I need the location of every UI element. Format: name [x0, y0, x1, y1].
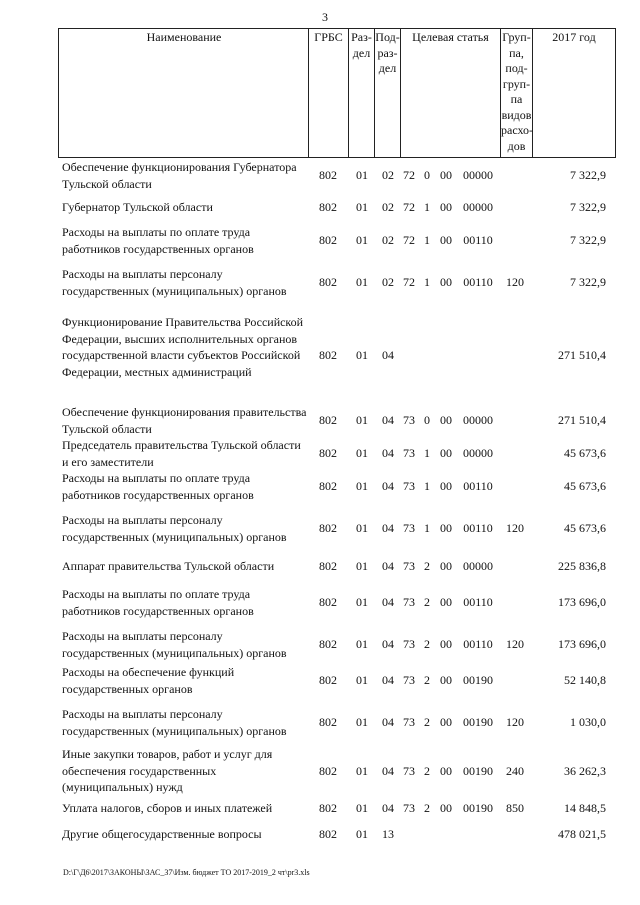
cell-t3: 00	[440, 446, 452, 461]
cell-t4: 00110	[463, 275, 493, 290]
cell-t4: 00190	[463, 801, 493, 815]
cell-pr: 04	[382, 801, 394, 815]
cell-t3: 00	[440, 801, 452, 815]
row-name: Обеспечение функционирования Губернатора Тульской области	[62, 160, 297, 191]
cell-pr: 04	[382, 595, 394, 610]
cell-t4: 00110	[463, 233, 493, 248]
cell-sum: 225 836,8	[558, 559, 606, 573]
cell-pr: 04	[382, 413, 394, 428]
cell-t4: 00110	[463, 479, 493, 494]
cell-t4: 00110	[463, 521, 493, 536]
cell-t1: 73	[403, 763, 415, 778]
cell-grbs: 802	[319, 595, 337, 610]
cell-sum: 173 696,0	[558, 595, 606, 610]
header-podrazdel: Под- раз- дел	[375, 30, 400, 75]
cell-t3: 00	[440, 275, 452, 290]
cell-sum: 45 673,6	[564, 521, 606, 536]
file-path: D:\Г\Д6\2017\ЗАКОНЫ\ЗАС_37\Изм. бюджет ТО 2017-2019_2 чт\pr3.xls	[63, 868, 310, 877]
row-name: Обеспечение функционирования правительства Тульской области	[62, 405, 307, 436]
cell-t4: 00000	[463, 446, 493, 461]
cell-pr: 04	[382, 521, 394, 536]
cell-sum: 45 673,6	[564, 479, 606, 494]
cell-t1: 72	[403, 233, 415, 248]
cell-pr: 04	[382, 446, 394, 461]
cell-t1: 73	[403, 595, 415, 610]
cell-pr: 04	[382, 479, 394, 494]
row-name: Функционирование Правительства Российской Федерации, высших исполнительных органов государственной власти субъектов Российской Федерации, местных администраций	[62, 315, 304, 379]
cell-sum: 1 030,0	[570, 715, 606, 730]
cell-t2: 0	[424, 168, 430, 183]
cell-pr: 02	[382, 168, 394, 183]
cell-sum: 478 021,5	[558, 827, 606, 841]
cell-pr: 04	[382, 348, 394, 362]
cell-t1: 73	[403, 413, 415, 428]
cell-grp: 120	[506, 715, 524, 730]
cell-t2: 2	[424, 763, 430, 778]
cell-rz: 01	[356, 595, 368, 610]
cell-grbs: 802	[319, 715, 337, 730]
cell-grbs: 802	[319, 446, 337, 461]
cell-rz: 01	[356, 637, 368, 652]
cell-grp: 120	[506, 275, 524, 290]
row-name: Расходы на выплаты по оплате труда работников государственных органов	[62, 225, 254, 256]
cell-t1: 73	[403, 446, 415, 461]
cell-t1: 73	[403, 715, 415, 730]
cell-pr: 02	[382, 200, 394, 214]
cell-rz: 01	[356, 801, 368, 815]
cell-t1: 73	[403, 521, 415, 536]
cell-grbs: 802	[319, 168, 337, 183]
row-name: Уплата налогов, сборов и иных платежей	[62, 801, 273, 815]
cell-sum: 173 696,0	[558, 637, 606, 652]
cell-t2: 2	[424, 801, 430, 815]
cell-grbs: 802	[319, 275, 337, 290]
cell-t2: 2	[424, 595, 430, 610]
cell-rz: 01	[356, 275, 368, 290]
cell-grbs: 802	[319, 233, 337, 248]
cell-t2: 1	[424, 275, 430, 290]
cell-t4: 00190	[463, 763, 493, 778]
cell-pr: 04	[382, 763, 394, 778]
cell-sum: 7 322,9	[570, 233, 606, 248]
header-group: Груп- па, под- груп- па видов расхо- дов	[501, 30, 534, 153]
cell-pr: 13	[382, 827, 394, 841]
cell-grp: 120	[506, 521, 524, 536]
cell-t1: 73	[403, 801, 415, 815]
cell-t2: 2	[424, 715, 430, 730]
header-name: Наименование	[146, 30, 222, 44]
cell-rz: 01	[356, 479, 368, 494]
cell-sum: 7 322,9	[570, 275, 606, 290]
header-target: Целевая статья	[412, 30, 489, 44]
cell-t1: 72	[403, 168, 415, 183]
cell-t2: 2	[424, 637, 430, 652]
header-divider	[400, 28, 401, 158]
cell-t4: 00110	[463, 595, 493, 610]
cell-grbs: 802	[319, 413, 337, 428]
cell-sum: 45 673,6	[564, 446, 606, 461]
cell-grbs: 802	[319, 637, 337, 652]
row-name: Расходы на выплаты персоналу государственных (муниципальных) органов	[62, 267, 287, 298]
cell-rz: 01	[356, 200, 368, 214]
cell-t4: 00190	[463, 673, 493, 688]
cell-t3: 00	[440, 559, 452, 573]
row-name: Губернатор Тульской области	[62, 200, 213, 214]
header-divider	[532, 28, 533, 158]
cell-grp: 240	[506, 763, 524, 778]
cell-pr: 02	[382, 233, 394, 248]
row-name: Другие общегосударственные вопросы	[62, 827, 262, 841]
row-name: Расходы на выплаты персоналу государственных (муниципальных) органов	[62, 513, 287, 544]
header-year: 2017 год	[552, 30, 596, 44]
cell-sum: 52 140,8	[564, 673, 606, 688]
cell-rz: 01	[356, 348, 368, 362]
cell-t3: 00	[440, 413, 452, 428]
cell-pr: 02	[382, 275, 394, 290]
cell-grbs: 802	[319, 673, 337, 688]
cell-t1: 73	[403, 637, 415, 652]
cell-t2: 1	[424, 521, 430, 536]
cell-t1: 72	[403, 200, 415, 214]
cell-t2: 2	[424, 559, 430, 573]
cell-sum: 36 262,3	[564, 763, 606, 778]
cell-t2: 2	[424, 673, 430, 688]
cell-t3: 00	[440, 673, 452, 688]
cell-grbs: 802	[319, 200, 337, 214]
cell-t2: 1	[424, 479, 430, 494]
page-number: 3	[322, 10, 328, 24]
cell-t4: 00110	[463, 637, 493, 652]
cell-rz: 01	[356, 168, 368, 183]
row-name: Расходы на обеспечение функций государственных органов	[62, 665, 235, 696]
cell-t1: 73	[403, 673, 415, 688]
cell-t3: 00	[440, 479, 452, 494]
cell-rz: 01	[356, 446, 368, 461]
cell-pr: 04	[382, 637, 394, 652]
row-name: Иные закупки товаров, работ и услуг для обеспечения государственных (муниципальных) нужд	[62, 747, 273, 794]
cell-t4: 00190	[463, 715, 493, 730]
cell-rz: 01	[356, 715, 368, 730]
cell-grbs: 802	[319, 348, 337, 362]
cell-rz: 01	[356, 763, 368, 778]
cell-pr: 04	[382, 673, 394, 688]
cell-sum: 7 322,9	[570, 168, 606, 183]
cell-rz: 01	[356, 827, 368, 841]
cell-grbs: 802	[319, 763, 337, 778]
cell-grbs: 802	[319, 827, 337, 841]
cell-sum: 271 510,4	[558, 413, 606, 428]
cell-t3: 00	[440, 637, 452, 652]
cell-rz: 01	[356, 673, 368, 688]
cell-t2: 1	[424, 233, 430, 248]
header-grbs: ГРБС	[314, 30, 343, 44]
cell-grbs: 802	[319, 521, 337, 536]
cell-t4: 00000	[463, 168, 493, 183]
cell-t3: 00	[440, 233, 452, 248]
row-name: Расходы на выплаты по оплате труда работников государственных органов	[62, 471, 254, 502]
cell-t3: 00	[440, 595, 452, 610]
cell-rz: 01	[356, 233, 368, 248]
row-name: Расходы на выплаты персоналу государственных (муниципальных) органов	[62, 629, 287, 660]
cell-grbs: 802	[319, 801, 337, 815]
row-name: Председатель правительства Тульской области и его заместители	[62, 438, 301, 469]
cell-t2: 0	[424, 413, 430, 428]
cell-t4: 00000	[463, 559, 493, 573]
row-name: Аппарат правительства Тульской области	[62, 559, 275, 573]
cell-rz: 01	[356, 413, 368, 428]
cell-t3: 00	[440, 168, 452, 183]
cell-t2: 1	[424, 200, 430, 214]
cell-grp: 850	[506, 801, 524, 815]
cell-t3: 00	[440, 200, 452, 214]
cell-t3: 00	[440, 715, 452, 730]
cell-sum: 271 510,4	[558, 348, 606, 362]
cell-t4: 00000	[463, 413, 493, 428]
cell-t1: 73	[403, 479, 415, 494]
cell-grbs: 802	[319, 479, 337, 494]
cell-rz: 01	[356, 559, 368, 573]
row-name: Расходы на выплаты по оплате труда работников государственных органов	[62, 587, 254, 618]
cell-rz: 01	[356, 521, 368, 536]
row-name: Расходы на выплаты персоналу государственных (муниципальных) органов	[62, 707, 287, 738]
cell-grp: 120	[506, 637, 524, 652]
cell-pr: 04	[382, 715, 394, 730]
cell-t3: 00	[440, 521, 452, 536]
header-divider	[308, 28, 309, 158]
cell-t1: 72	[403, 275, 415, 290]
cell-t1: 73	[403, 559, 415, 573]
cell-sum: 7 322,9	[570, 200, 606, 214]
cell-grbs: 802	[319, 559, 337, 573]
cell-t4: 00000	[463, 200, 493, 214]
cell-sum: 14 848,5	[564, 801, 606, 815]
cell-pr: 04	[382, 559, 394, 573]
cell-t3: 00	[440, 763, 452, 778]
header-razdel: Раз- дел	[351, 30, 372, 60]
cell-t2: 1	[424, 446, 430, 461]
